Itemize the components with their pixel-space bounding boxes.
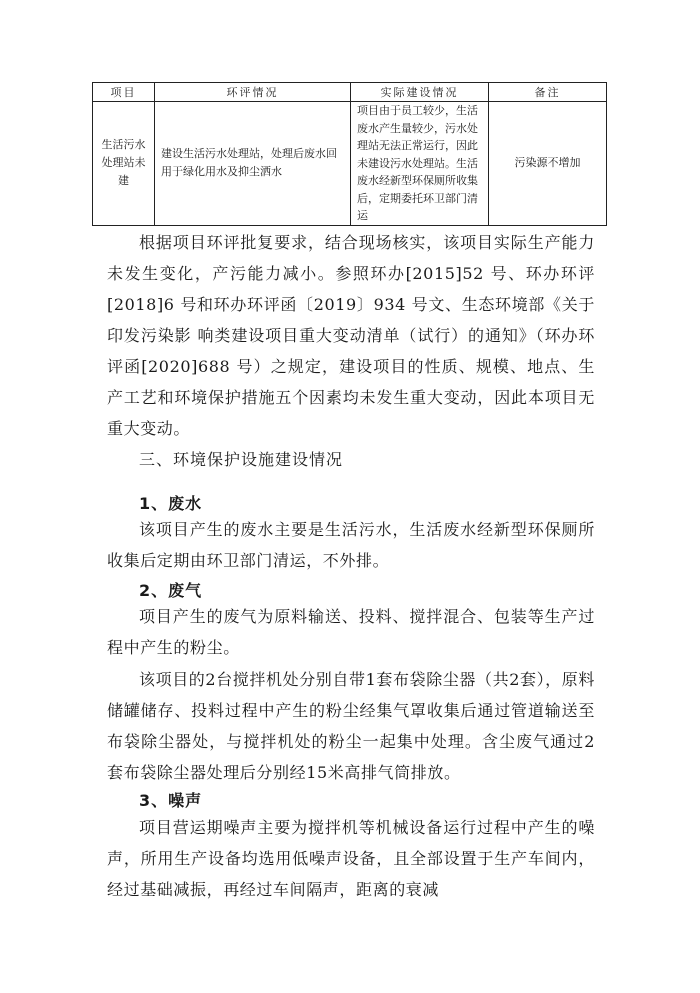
noise-text: 项目营运期噪声主要为搅拌机等机械设备运行过程中产生的噪声，所用生产设备均选用低噪声设备，且全部设置于生产车间内，经过基础减振，再经过车间隔声，距离的衰减 — [107, 818, 595, 899]
change-comparison-table — [92, 82, 607, 226]
table-header-row — [93, 83, 607, 102]
cell-actual: 项目由于员工较少，生活废水产生量较少，污水处理站无法正常运行，因此未建设污水处理站。生活废水经新型环保厕所收集后，定期委托环卫部门清运 — [351, 102, 489, 226]
header-eia: 环评情况 — [155, 83, 351, 102]
header-note: 备注 — [489, 83, 607, 102]
cell-eia: 建设生活污水处理站，处理后废水回用于绿化用水及抑尘洒水 — [155, 102, 351, 226]
wastewater-text: 该项目产生的废水主要是生活污水，生活废水经新型环保厕所收集后定期由环卫部门清运，不外排。 — [107, 520, 595, 570]
cell-item: 生活污水处理站未建 — [93, 102, 155, 226]
exhaust-text-a: 项目产生的废气为原料输送、投料、搅拌混合、包装等生产过程中产生的粉尘。 — [107, 607, 595, 657]
section-3-title: 三、环境保护设施建设情况 — [139, 450, 344, 469]
cell-note: 污染源不增加 — [489, 102, 607, 226]
subsection-noise-title: 3、噪声 — [139, 791, 203, 810]
table-row — [93, 102, 607, 226]
exhaust-text-b: 该项目的2台搅拌机处分别自带1套布袋除尘器（共2套），原料储罐储存、投料过程中产生的粉尘经集气罩收集后通过管道输送至布袋除尘器处，与搅拌机处的粉尘一起集中处理。含尘废气通过2套布袋除尘器处理后分别经15米高排气筒排放。 — [107, 670, 595, 782]
paragraph-no-major-change: 根据项目环评批复要求，结合现场核实，该项目实际生产能力未发生变化，产污能力减小。参照环办[2015]52 号、环办环评[2018]6 号和环办环评函〔2019〕934 号文、生态环境部《关于印发污染影 响类建设项目重大变动清单（试行）的通知》（环办环评函[2020]688 号）之规定，建设项目的性质、规模、地点、生产工艺和环境保护措施五个因素均未发生重大变动，因此本项目无重大变动。 — [107, 233, 595, 438]
subsection-exhaust-title: 2、废气 — [139, 581, 203, 600]
header-item: 项目 — [93, 83, 155, 102]
header-actual: 实际建设情况 — [351, 83, 489, 102]
subsection-wastewater-title: 1、废水 — [139, 494, 203, 513]
